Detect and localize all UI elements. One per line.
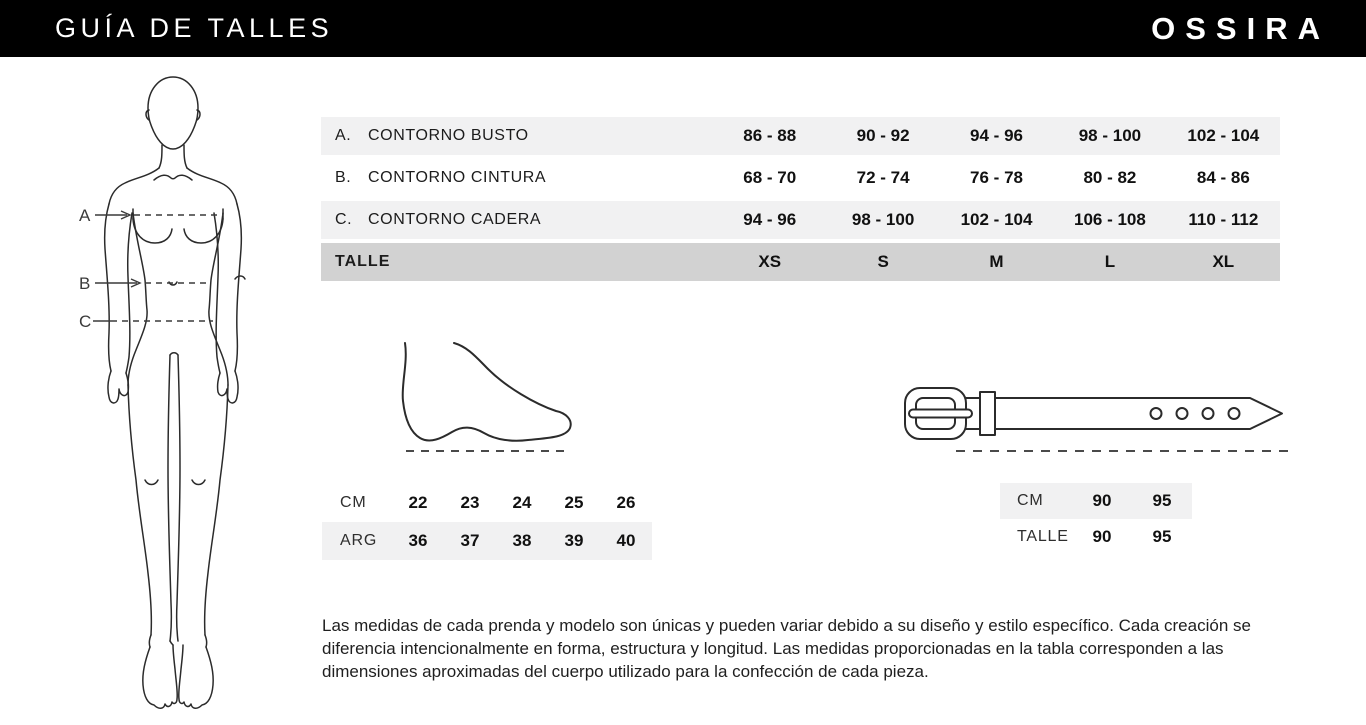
row-label bbox=[321, 127, 713, 145]
row-name: CM bbox=[1017, 492, 1044, 509]
cell-value: 102 - 104 bbox=[960, 210, 1033, 229]
cell-value: 40 bbox=[616, 531, 636, 550]
brand-logo: OSSIRA bbox=[1151, 10, 1330, 46]
cell-value: 90 bbox=[1092, 527, 1112, 546]
belt-strap bbox=[966, 398, 1282, 429]
row-name: TALLE bbox=[1017, 528, 1069, 545]
belt-keeper-loop bbox=[980, 392, 995, 435]
belt-drawing bbox=[905, 388, 1282, 439]
row-letter: A. bbox=[335, 127, 352, 144]
cell-value: 80 - 82 bbox=[1083, 168, 1137, 187]
cell-value: 68 - 70 bbox=[743, 168, 797, 187]
cell-value: 95 bbox=[1152, 491, 1172, 510]
shoe-size-table bbox=[322, 484, 652, 560]
foot-outline bbox=[403, 343, 571, 441]
belt-hole bbox=[1203, 408, 1214, 419]
label-waist: B bbox=[79, 274, 91, 293]
garment-size-table bbox=[321, 117, 1280, 285]
cell-value: 86 - 88 bbox=[743, 126, 797, 145]
cell-value: S bbox=[877, 252, 889, 271]
row-name: TALLE bbox=[335, 253, 391, 270]
cell-value: M bbox=[989, 252, 1004, 271]
row-name: CM bbox=[340, 494, 367, 511]
table-row-arg bbox=[322, 522, 652, 560]
table-row-cm bbox=[322, 484, 652, 522]
row-label bbox=[321, 169, 713, 187]
measurements-disclaimer: Las medidas de cada prenda y modelo son únicas y pueden variar debido a su diseño y estilo específico. Cada creación se diferencia intencionalmente en forma, estructura y longitud. Las medidas proporcionadas en la tabla corresponden a las dimensiones aproximadas del cuerpo utilizado para la confección de cada pieza. bbox=[322, 616, 1251, 681]
cell-value: 39 bbox=[564, 531, 584, 550]
label-hip: C bbox=[79, 312, 92, 331]
row-label bbox=[321, 211, 713, 229]
belt-hole bbox=[1229, 408, 1240, 419]
row-letter: B. bbox=[335, 169, 352, 186]
table-row-cm bbox=[1000, 483, 1192, 519]
table-row-size bbox=[321, 243, 1280, 281]
cell-value: 38 bbox=[512, 531, 532, 550]
cell-value: 94 - 96 bbox=[743, 210, 797, 229]
cell-value: 98 - 100 bbox=[1078, 126, 1142, 145]
header-bar bbox=[0, 0, 1366, 57]
row-label bbox=[321, 253, 713, 271]
cell-value: XS bbox=[758, 252, 782, 271]
table-row-hip bbox=[321, 201, 1280, 239]
table-row-waist bbox=[321, 159, 1280, 197]
cell-value: 24 bbox=[512, 493, 532, 512]
row-name: CONTORNO CADERA bbox=[368, 211, 542, 228]
table-row-bust bbox=[321, 117, 1280, 155]
cell-value: 22 bbox=[408, 493, 428, 512]
cell-value: 95 bbox=[1152, 527, 1172, 546]
belt-prong bbox=[909, 410, 972, 418]
cell-value: 26 bbox=[616, 493, 636, 512]
belt-size-table bbox=[1000, 483, 1192, 555]
row-name: CONTORNO BUSTO bbox=[368, 127, 529, 144]
cell-value: 23 bbox=[460, 493, 480, 512]
page-title: GUÍA DE TALLES bbox=[55, 13, 334, 43]
label-bust: A bbox=[79, 206, 91, 225]
row-letter: C. bbox=[335, 211, 353, 228]
cell-value: 94 - 96 bbox=[970, 126, 1023, 145]
cell-value: XL bbox=[1212, 252, 1235, 271]
row-name: ARG bbox=[340, 532, 378, 549]
cell-value: 37 bbox=[460, 531, 480, 550]
cell-value: 90 - 92 bbox=[856, 126, 910, 145]
cell-value: L bbox=[1104, 252, 1116, 271]
cell-value: 110 - 112 bbox=[1188, 210, 1259, 229]
cell-value: 84 - 86 bbox=[1196, 168, 1250, 187]
body-measurement-illustration bbox=[55, 63, 305, 713]
foot-illustration bbox=[398, 335, 576, 460]
belt-hole bbox=[1151, 408, 1162, 419]
cell-value: 76 - 78 bbox=[970, 168, 1023, 187]
belt-illustration bbox=[898, 381, 1290, 457]
belt-hole bbox=[1177, 408, 1188, 419]
female-croquis-drawing bbox=[105, 77, 245, 708]
row-name: CONTORNO CINTURA bbox=[368, 169, 547, 186]
measurement-lines bbox=[93, 211, 223, 321]
cell-value: 90 bbox=[1092, 491, 1112, 510]
cell-value: 98 - 100 bbox=[851, 210, 915, 229]
measurement-letters bbox=[79, 206, 91, 331]
cell-value: 72 - 74 bbox=[856, 168, 910, 187]
cell-value: 25 bbox=[564, 493, 584, 512]
cell-value: 106 - 108 bbox=[1074, 210, 1146, 229]
cell-value: 102 - 104 bbox=[1187, 126, 1260, 145]
table-row-talle bbox=[1000, 519, 1192, 555]
cell-value: 36 bbox=[408, 531, 428, 550]
